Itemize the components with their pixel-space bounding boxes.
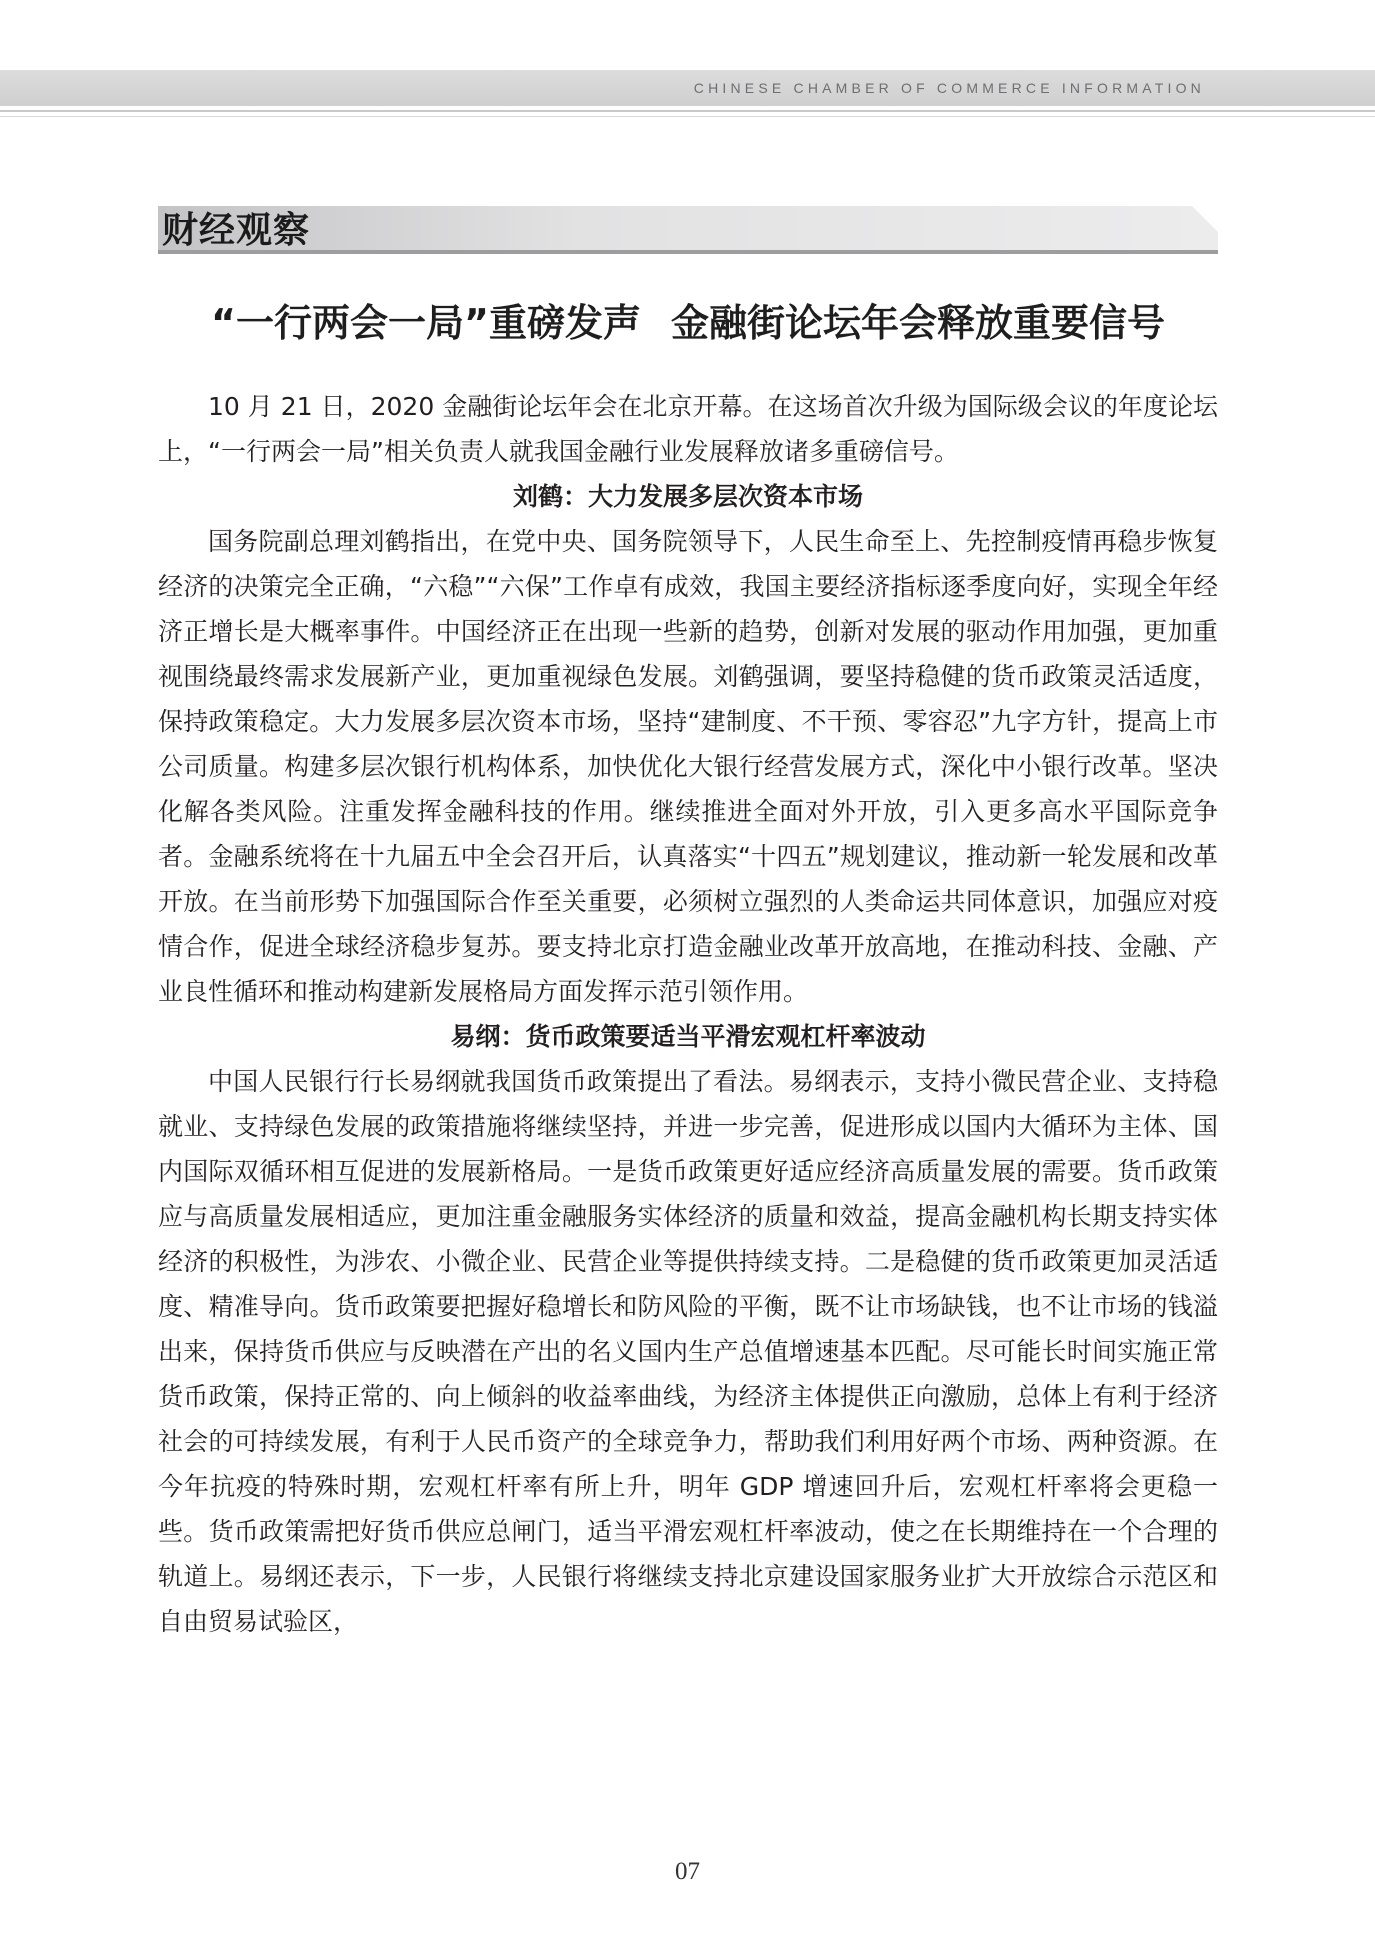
section-banner bbox=[158, 206, 1218, 254]
article-title-part1: “一行两会一局”重磅发声 bbox=[211, 301, 641, 345]
section-banner-underline bbox=[158, 250, 1218, 254]
subsection-heading: 刘鹤：大力发展多层次资本市场 bbox=[512, 482, 863, 511]
header-rule-thin bbox=[0, 116, 1375, 117]
article-intro: 10 月 21 日，2020 金融街论坛年会在北京开幕。在这场首次升级为国际级会议的年度论坛上，“一行两会一局”相关负责人就我国金融行业发展释放诸多重磅信号。 bbox=[158, 392, 1218, 466]
section-title: 财经观察 bbox=[162, 209, 311, 251]
article-body bbox=[158, 384, 1218, 1644]
article-title bbox=[158, 296, 1218, 350]
header-rule bbox=[0, 110, 1375, 112]
subsection-body: 国务院副总理刘鹤指出，在党中央、国务院领导下，人民生命至上、先控制疫情再稳步恢复经济的决策完全正确，“六稳”“六保”工作卓有成效，我国主要经济指标逐季度向好，实现全年经济正增长是大概率事件。中国经济正在出现一些新的趋势，创新对发展的驱动作用加强，更加重视围绕最终需求发展新产业，更加重视绿色发展。刘鹤强调，要坚持稳健的货币政策灵活适度，保持政策稳定。大力发展多层次资本市场，坚持“建制度、不干预、零容忍”九字方针，提高上市公司质量。构建多层次银行机构体系，加快优化大银行经营发展方式，深化中小银行改革。坚决化解各类风险。注重发挥金融科技的作用。继续推进全面对外开放，引入更多高水平国际竞争者。金融系统将在十九届五中全会召开后，认真落实“十四五”规划建议，推动新一轮发展和改革开放。在当前形势下加强国际合作至关重要，必须树立强烈的人类命运共同体意识，加强应对疫情合作，促进全球经济稳步复苏。要支持北京打造金融业改革开放高地，在推动科技、金融、产业良性循环和推动构建新发展格局方面发挥示范引领作用。 bbox=[158, 527, 1218, 1006]
publication-name: CHINESE CHAMBER OF COMMERCE INFORMATION bbox=[693, 80, 1205, 96]
subsection-heading: 易纲：货币政策要适当平滑宏观杠杆率波动 bbox=[450, 1022, 926, 1051]
page-number: 07 bbox=[675, 1858, 700, 1885]
article-title-part2: 金融街论坛年会释放重要信号 bbox=[670, 301, 1165, 345]
subsection-body: 中国人民银行行长易纲就我国货币政策提出了看法。易纲表示，支持小微民营企业、支持稳就业、支持绿色发展的政策措施将继续坚持，并进一步完善，促进形成以国内大循环为主体、国内国际双循环相互促进的发展新格局。一是货币政策更好适应经济高质量发展的需要。货币政策应与高质量发展相适应，更加注重金融服务实体经济的质量和效益，提高金融机构长期支持实体经济的积极性，为涉农、小微企业、民营企业等提供持续支持。二是稳健的货币政策更加灵活适度、精准导向。货币政策要把握好稳增长和防风险的平衡，既不让市场缺钱，也不让市场的钱溢出来，保持货币供应与反映潜在产出的名义国内生产总值增速基本匹配。尽可能长时间实施正常货币政策，保持正常的、向上倾斜的收益率曲线，为经济主体提供正向激励，总体上有利于经济社会的可持续发展，有利于人民币资产的全球竞争力，帮助我们利用好两个市场、两种资源。在今年抗疫的特殊时期，宏观杠杆率有所上升，明年 GDP 增速回升后，宏观杠杆率将会更稳一些。货币政策需把好货币供应总闸门，适当平滑宏观杠杆率波动，使之在长期维持在一个合理的轨道上。易纲还表示，下一步，人民银行将继续支持北京建设国家服务业扩大开放综合示范区和自由贸易试验区， bbox=[158, 1067, 1218, 1636]
